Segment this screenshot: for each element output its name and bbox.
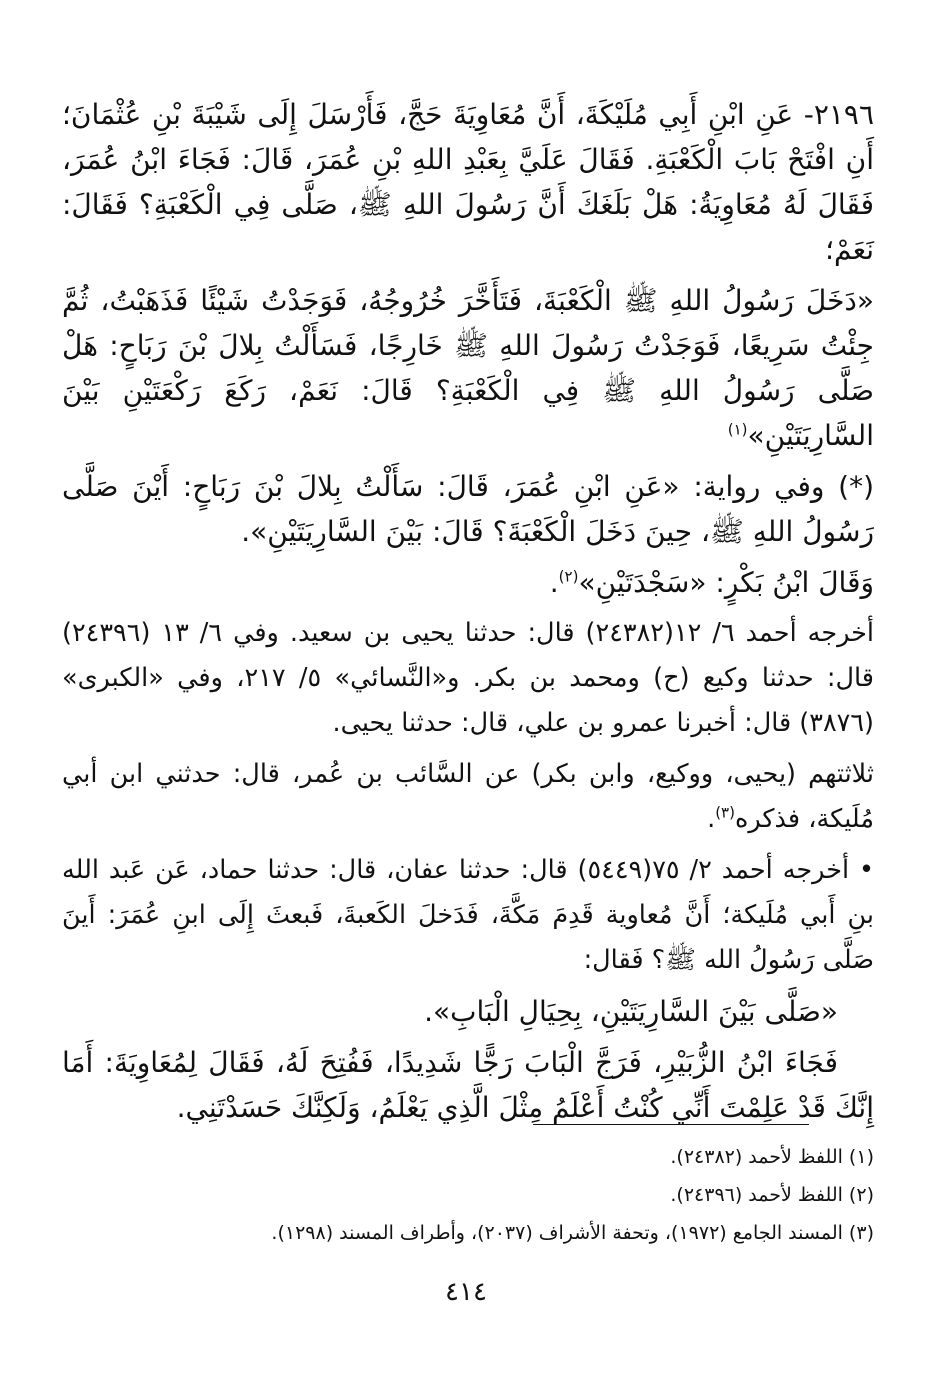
sentence-ending: . (549, 566, 559, 599)
sentence-ending: . (707, 804, 716, 834)
page-number: ٤١٤ (445, 1277, 487, 1307)
paragraph-text: (*) وفي رواية: «عَنِ ابْنِ عُمَرَ، قَالَ: سَأَلْتُ بِلالَ بْنَ رَبَاحٍ: أَيْنَ صَلَّى رَسُولُ اللهِ ﷺ، حِينَ دَخَلَ الْكَعْبَةَ؟ قَالَ: بَيْنَ السَّارِيَتَيْنِ». (62, 470, 874, 548)
paragraph-text: ٢١٩٦- عَنِ ابْنِ أَبِي مُلَيْكَةَ، أَنَّ مُعَاوِيَةَ حَجَّ، فَأَرْسَلَ إِلَى شَيْبَةَ بْنِ عُثْمَانَ؛ أَنِ افْتَحْ بَابَ الْكَعْبَةِ. فَقَالَ عَلَيَّ بِعَبْدِ اللهِ بْنِ عُمَرَ، قَالَ: فَجَاءَ ابْنُ عُمَرَ، فَقَالَ لَهُ مُعَاوِيَةُ: هَلْ بَلَغَكَ أَنَّ رَسُولَ اللهِ ﷺ، صَلَّى فِي الْكَعْبَةِ؟ فَقَالَ: نَعَمْ؛ (62, 98, 874, 266)
ibn-zubair-story (62, 1040, 874, 1130)
alternate-narration (62, 464, 874, 554)
paragraph-text: «دَخَلَ رَسُولُ اللهِ ﷺ الْكَعْبَةَ، فَتَأَخَّرَ خُرُوجُهُ، فَوَجَدْتُ شَيْئًا فَذَهَبْتُ، ثُمَّ جِئْتُ سَرِيعًا، فَوَجَدْتُ رَسُولَ اللهِ ﷺ خَارِجًا، فَسَأَلْتُ بِلالَ بْنَ رَبَاحٍ: هَلْ صَلَّى رَسُولُ اللهِ ﷺ فِي الْكَعْبَةِ؟ قَالَ: نَعَمْ، رَكَعَ رَكْعَتَيْنِ بَيْنَ السَّارِيَتَيْنِ» (62, 284, 874, 452)
paragraph-text: فَجَاءَ ابْنُ الزُّبَيْرِ، فَرَجَّ الْبَابَ رَجًّا شَدِيدًا، فَفُتِحَ لَهُ، فَقَالَ لِمُعَاوِيَةَ: أَمَا إِنَّكَ قَدْ عَلِمْتَ أَنِّي كُنْتُ أَعْلَمُ مِثْلَ الَّذِي يَعْلَمُ، وَلَكِنَّكَ حَسَدْتَنِي. (62, 1046, 874, 1124)
citation-text: أخرجه أحمد ٦/ ١٢(٢٤٣٨٢) قال: حدثنا يحيى بن سعيد. وفي ٦/ ١٣ (٢٤٣٩٦) قال: حدثنا وكيع (ح) ومحمد بن بكر. و«النَّسائي» ٥/ ٢١٧، وفي «الكبرى» (٣٨٧٦) قال: أخبرنا عمرو بن علي، قال: حدثنا يحيى. (62, 618, 875, 738)
citation-text: • أخرجه أحمد ٢/ ٧٥(٥٤٤٩) قال: حدثنا عفان، قال: حدثنا حماد، عَن عَبد الله بنِ أَبي مُلَيكة؛ أَنَّ مُعاوية قَدِمَ مَكَّةَ، فَدَخلَ الكَعبةَ، فَبعثَ إِلَى ابنِ عُمَرَ: أَينَ صَلَّى رَسُولُ الله ﷺ؟ فَقال: (62, 855, 875, 975)
ibn-bakr-note (62, 560, 874, 605)
footnote-divider (533, 1124, 809, 1125)
footnote-1: (١) اللفظ لأحمد (٢٤٣٨٢). (670, 1146, 874, 1168)
paragraph-text: وَقَالَ ابْنُ بَكْرٍ: «سَجْدَتَيْنِ» (578, 566, 874, 599)
footnote-marker-1: (١) (727, 420, 748, 439)
paragraph-text: «صَلَّى بَيْنَ السَّارِيَتَيْنِ، بِحِيَالِ الْبَابِ». (424, 995, 838, 1028)
footnote-3: (٣) المسند الجامع (١٩٧٢)، وتحفة الأشراف (٢٠٣٧)، وأطراف المسند (١٢٩٨). (271, 1222, 874, 1244)
source-citation-three-narrators (62, 752, 874, 842)
prayer-between-pillars (62, 989, 874, 1034)
footnote-2: (٢) اللفظ لأحمد (٢٤٣٩٦). (670, 1184, 874, 1206)
source-citation-affan-hammad (62, 848, 874, 983)
footnote-marker-2: (٢) (558, 567, 579, 586)
source-citation-ahmad-nasai (62, 611, 874, 746)
citation-text: ثلاثتهم (يحيى، ووكيع، وابن بكر) عن السَّائب بن عُمر، قال: حدثني ابن أبي مُلَيكة، فذكره (62, 759, 874, 834)
hadith-2196-intro (62, 92, 874, 272)
hadith-2196-narration (62, 278, 874, 458)
footnote-marker-3: (٣) (715, 803, 735, 822)
footnotes (62, 1138, 874, 1252)
